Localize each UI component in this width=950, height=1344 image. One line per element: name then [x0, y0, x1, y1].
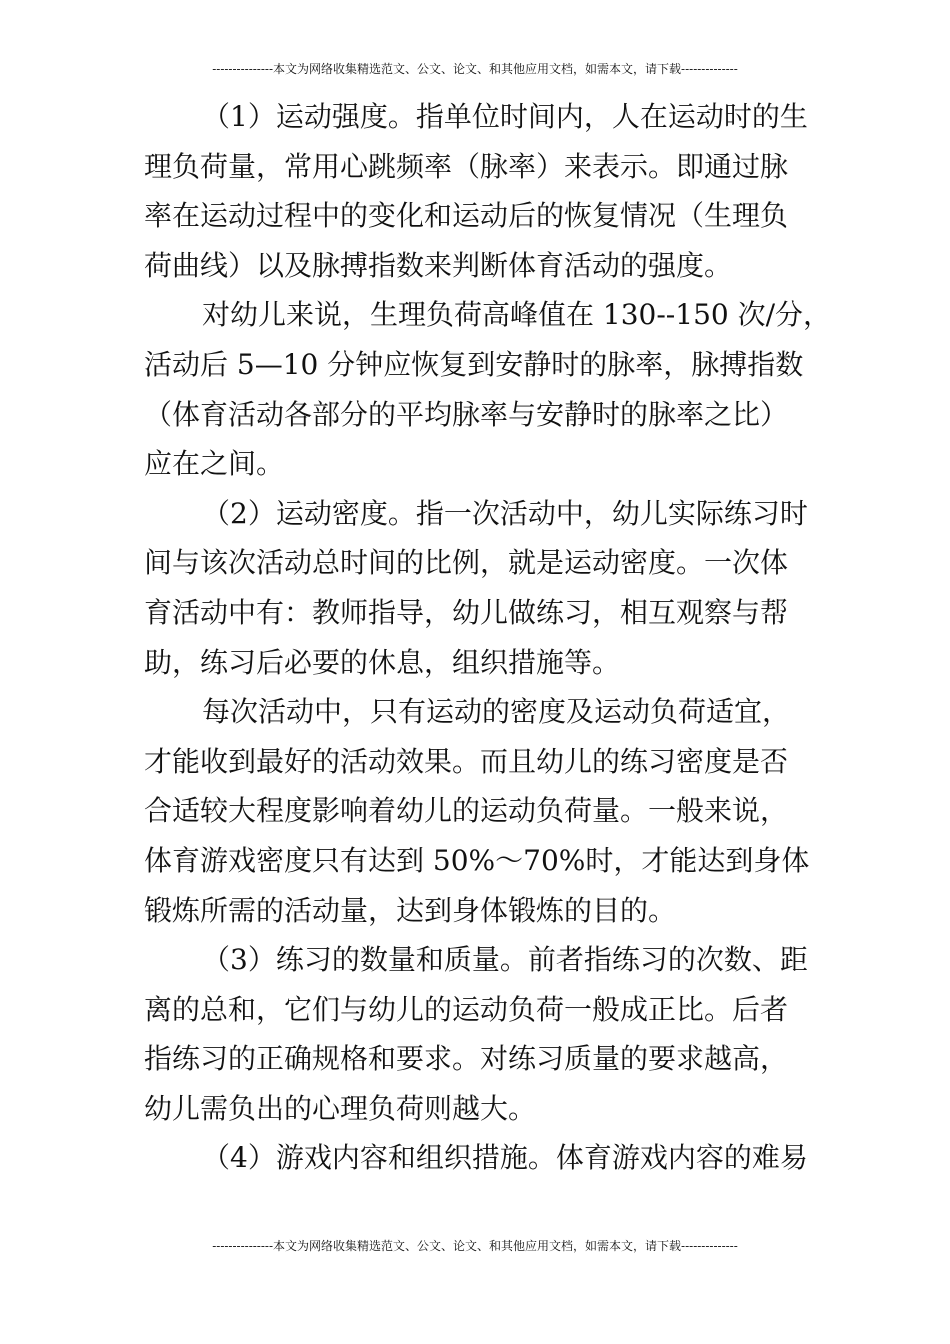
paragraph — [144, 1133, 824, 1183]
paragraph — [144, 687, 824, 935]
text-line: （3）练习的数量和质量。前者指练习的次数、距 — [202, 943, 808, 977]
text-line: 每次活动中，只有运动的密度及运动负荷适宜， — [202, 695, 791, 729]
text-line: （4）游戏内容和组织措施。体育游戏内容的难易 — [202, 1141, 808, 1175]
text-line: 率在运动过程中的变化和运动后的恢复情况（生理负 — [144, 199, 789, 233]
paragraph — [144, 489, 824, 687]
text-line: 育活动中有：教师指导，幼儿做练习，相互观察与帮 — [144, 595, 789, 629]
text-line: （体育活动各部分的平均脉率与安静时的脉率之比） — [144, 397, 789, 431]
text-line: 助，练习后必要的休息，组织措施等。 — [144, 645, 621, 679]
text-line: 幼儿需负出的心理负荷则越大。 — [144, 1091, 537, 1125]
text-line: （1）运动强度。指单位时间内，人在运动时的生 — [202, 100, 808, 133]
text-line: 才能收到最好的活动效果。而且幼儿的练习密度是否 — [144, 744, 789, 778]
text-line: 间与该次活动总时间的比例，就是运动密度。一次体 — [144, 546, 789, 580]
page-footer: ---------------本文为网络收集精选范文、公文、论文、和其他应用文档，如需本文，请下载-------------- — [212, 1239, 738, 1253]
document-body — [144, 92, 832, 1183]
text-line: 应在之间。 — [144, 447, 285, 481]
text-line: 对幼儿来说，生理负荷高峰值在 130--150 次/分， — [202, 298, 832, 332]
paragraph — [144, 92, 824, 290]
paragraph — [144, 935, 824, 1133]
text-line: 活动后 5—10 分钟应恢复到安静时的脉率，脉搏指数 — [144, 347, 804, 381]
text-line: 离的总和，它们与幼儿的运动负荷一般成正比。后者 — [144, 992, 789, 1026]
text-line: 锻炼所需的活动量，达到身体锻炼的目的。 — [144, 893, 677, 927]
text-line: 理负荷量，常用心跳频率（脉率）来表示。即通过脉 — [144, 149, 789, 183]
text-line: 荷曲线）以及脉搏指数来判断体育活动的强度。 — [144, 248, 733, 282]
text-line: （2）运动密度。指一次活动中，幼儿实际练习时 — [202, 496, 808, 530]
paragraph — [144, 290, 832, 488]
text-line: 体育游戏密度只有达到 50%～70%时，才能达到身体 — [144, 843, 810, 877]
text-line: 指练习的正确规格和要求。对练习质量的要求越高， — [144, 1042, 789, 1076]
text-line: 合适较大程度影响着幼儿的运动负荷量。一般来说， — [144, 794, 789, 828]
page-header: ---------------本文为网络收集精选范文、公文、论文、和其他应用文档，如需本文，请下载-------------- — [212, 62, 738, 76]
